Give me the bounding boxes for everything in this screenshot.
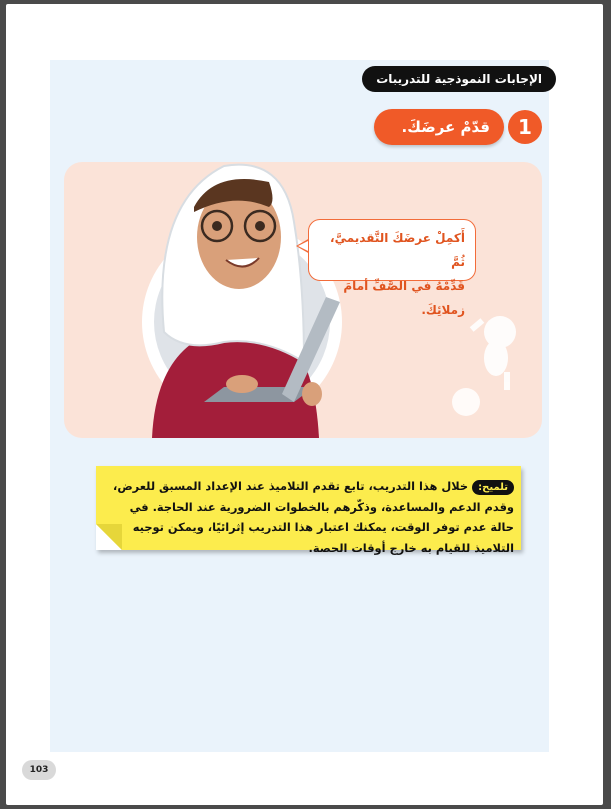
eye-left bbox=[212, 221, 222, 231]
task-number-badge: 1 bbox=[508, 110, 542, 144]
hand-right bbox=[302, 382, 322, 406]
page-number: 103 bbox=[22, 760, 56, 780]
speech-line-1: أَكمِلْ عرضَكَ التَّقديميَّ، ثُمَّ bbox=[330, 231, 465, 269]
hand-left bbox=[226, 375, 258, 393]
speech-bubble-text bbox=[317, 226, 465, 322]
astronaut-decoration bbox=[470, 316, 516, 390]
speech-bubble bbox=[308, 219, 476, 317]
speech-line-2: قَدِّمْهُ في الصَّفِّ أمامَ زملائِكَ. bbox=[343, 279, 465, 317]
section-header: الإجابات النموذجية للتدريبات bbox=[362, 66, 556, 92]
tip-text-block bbox=[104, 476, 514, 558]
tip-body: خلال هذا التدريب، تابع تقدم التلاميذ عند الإعداد المسبق للعرض، وقدم الدعم والمساعدة، وذكّرهم بالخطوات الضرورية عند الحاجة. في حالة عدم توفر الوقت، يمكنك اعتبار هذا التدريب إثرائيًا، ويمكن توجيه التلاميذ للقيام به خارج أوقات الحصة. bbox=[113, 479, 514, 555]
planet-decoration bbox=[452, 388, 480, 416]
illustration-scene bbox=[64, 162, 542, 438]
task-title: قدّمْ عرضَكَ. bbox=[401, 118, 490, 136]
eye-right bbox=[255, 221, 265, 231]
task-title-pill bbox=[374, 109, 504, 145]
tip-tag: تلميح: bbox=[472, 480, 514, 495]
girl-with-laptop-illustration bbox=[64, 162, 542, 438]
